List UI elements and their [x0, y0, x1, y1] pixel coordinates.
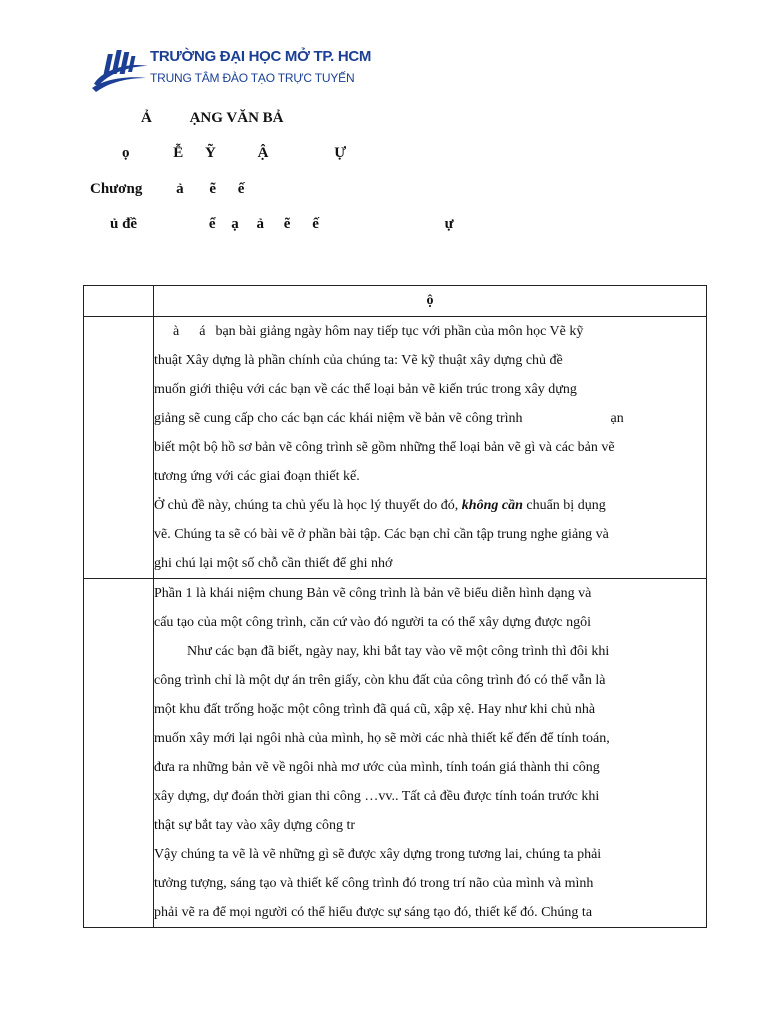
text-fragment: á [199, 324, 206, 339]
text-line: cấu tạo của một công trình, căn cứ vào đó người ta có thể xây dựng được ngôi [154, 615, 592, 630]
heading-line-2 [122, 145, 346, 162]
text-fragment: à [173, 324, 180, 339]
heading-fragment: ế [312, 216, 319, 232]
text-line: ghi chú lại một số chỗ cần thiết để ghi nhớ [154, 556, 393, 571]
text-line: tưởng tượng, sáng tạo và thiết kế công trình đó trong trí não của mình và mình [154, 876, 594, 891]
intro-first-line [154, 317, 706, 346]
table-header-cell-empty [84, 286, 154, 317]
lecture-content-table [83, 285, 707, 928]
text-line: Như các bạn đã biết, ngày nay, khi bắt tay vào vẽ một công trình thì đôi khi [187, 644, 610, 659]
text-line-with-tail [154, 404, 706, 433]
table-cell-part-1 [154, 579, 707, 928]
text-fragment: giảng sẽ cung cấp cho các bạn các khái niệm về bản vẽ công trình [154, 411, 523, 426]
heading-fragment: Ậ [257, 145, 269, 161]
logo-title: TRƯỜNG ĐẠI HỌC MỞ TP. HCM [150, 48, 372, 65]
heading-fragment: ẽ [283, 216, 291, 232]
chapter-heading [90, 181, 244, 198]
heading-fragment: ự [444, 216, 454, 232]
table-header-row [84, 286, 707, 317]
heading-fragment: ẽ [209, 181, 216, 197]
heading-fragment: ả [176, 181, 184, 197]
heading-fragment: Ỹ [205, 145, 216, 161]
text-line: thật sự bắt tay vào xây dựng công tr [154, 818, 356, 833]
heading-fragment: ể [208, 216, 216, 232]
heading-fragment: ế [237, 181, 245, 197]
heading-fragment: Ả [141, 110, 152, 126]
text-line: đưa ra những bản vẽ về ngôi nhà mơ ước của mình, tính toán giá thành thi công [154, 760, 600, 775]
heading-line-1 [141, 110, 284, 127]
table-cell-intro [154, 317, 707, 579]
table-row [84, 317, 707, 579]
open-book-globe-logo-icon [88, 44, 150, 96]
text-line-with-emphasis [154, 491, 706, 520]
heading-fragment: ẠNG VĂN BẢ [189, 110, 284, 126]
table-cell-empty [84, 317, 154, 579]
heading-fragment: ọ [122, 145, 130, 161]
text-line: công trình chỉ là một dự án trên giấy, còn khu đất của công trình đó có thể vẫn là [154, 673, 606, 688]
text-fragment: bạn bài giảng ngày hôm nay tiếp tục với phần của môn học Vẽ kỹ [215, 324, 584, 339]
topic-heading [110, 216, 454, 233]
text-line: vẽ. Chúng ta sẽ có bài vẽ ở phần bài tập. Các bạn chỉ cần tập trung nghe giảng và [154, 527, 609, 542]
text-line: phải vẽ ra để mọi người có thể hiểu được sự sáng tạo đó, thiết kế đó. Chúng ta [154, 905, 593, 920]
table-cell-empty [84, 579, 154, 928]
text-line: Phần 1 là khái niệm chung Bản vẽ công trình là bản vẽ biểu diễn hình dạng và [154, 586, 592, 601]
text-line: biết một bộ hồ sơ bản vẽ công trình sẽ gồm những thể loại bản vẽ gì và các bản vẽ [154, 440, 615, 455]
heading-fragment: Ự [334, 145, 347, 161]
text-line: muốn xây mới lại ngôi nhà của mình, họ sẽ mời các nhà thiết kế đến để tính toán, [154, 731, 610, 746]
text-fragment: Ở chủ đề này, chúng ta chủ yếu là học lý thuyết do đó, [154, 498, 462, 513]
text-line: thuật Xây dựng là phần chính của chúng ta: Vẽ kỹ thuật xây dựng chủ đề [154, 353, 563, 368]
table-row [84, 579, 707, 928]
logo-subtitle: TRUNG TÂM ĐÀO TẠO TRỰC TUYẾN [150, 71, 355, 85]
university-logo [88, 44, 372, 96]
emphasis-text: không cần [461, 498, 523, 513]
text-line: một khu đất trống hoặc một công trình đã quá cũ, xập xệ. Hay như khi chủ nhà [154, 702, 596, 717]
heading-fragment: ạ [231, 216, 239, 232]
heading-fragment: ủ đề [110, 216, 138, 232]
table-header-cell: ộ [154, 286, 707, 317]
text-line: xây dựng, dự đoán thời gian thi công …vv.. Tất cả đều được tính toán trước khi [154, 789, 600, 804]
text-fragment: ạn [610, 411, 624, 426]
text-line: tương ứng với các giai đoạn thiết kế. [154, 469, 360, 484]
text-fragment: chuẩn bị dụng [522, 498, 606, 513]
text-line: muốn giới thiệu với các bạn về các thể loại bản vẽ kiến trúc trong xây dựng [154, 382, 577, 397]
heading-fragment: Chương [90, 181, 143, 197]
text-line: Vậy chúng ta vẽ là vẽ những gì sẽ được xây dựng trong tương lai, chúng ta phải [154, 847, 602, 862]
heading-fragment: ả [256, 216, 265, 232]
heading-fragment: Ễ [173, 145, 184, 161]
